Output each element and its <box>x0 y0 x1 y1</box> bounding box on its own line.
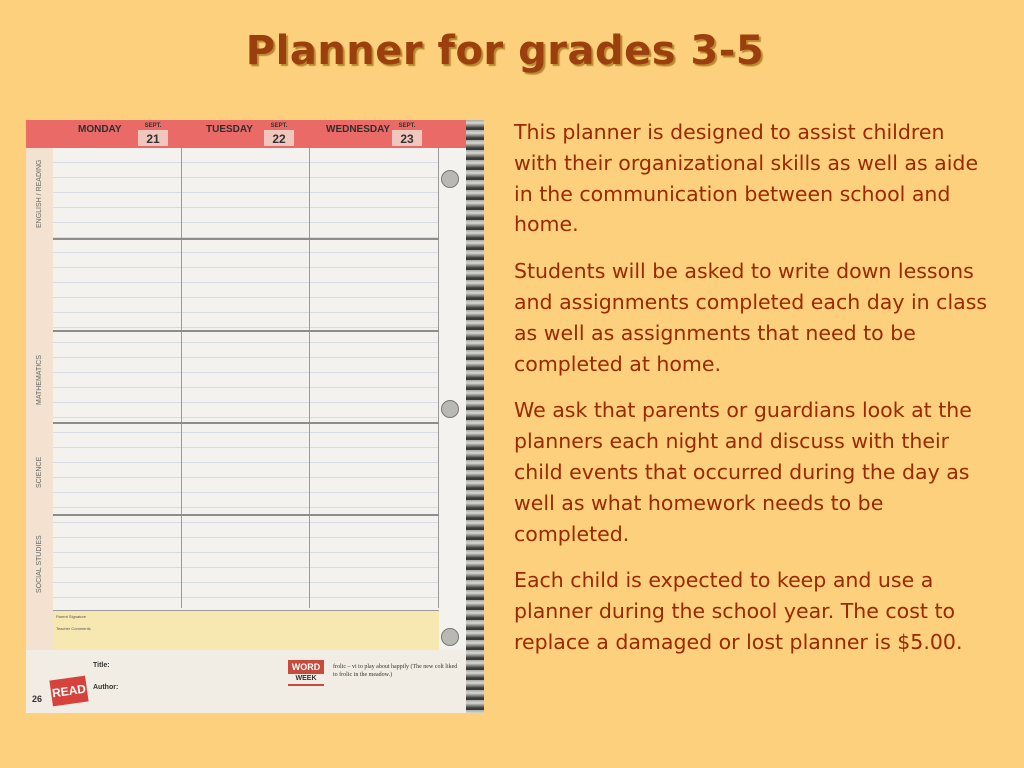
parent-signature-label: Parent Signature <box>56 614 87 619</box>
teacher-comments-label: Teacher Comments <box>56 626 91 631</box>
subject-label: ENGLISH / READING <box>36 159 43 229</box>
planner-photo <box>26 120 484 713</box>
column-divider <box>181 148 182 608</box>
paragraph: We ask that parents or guardians look at the planners each night and discuss with their child events that occurred during the day as well as what homework needs to be completed. <box>514 398 972 546</box>
binder-hole <box>441 170 459 188</box>
column-divider <box>309 148 310 608</box>
spiral-binding <box>466 120 484 713</box>
row-divider <box>53 422 439 424</box>
date-box <box>138 123 168 146</box>
read-logo: READ <box>49 676 88 707</box>
word-of-week-text: frolic – vi to play about happily (The new colt liked to frolic in the meadow.) <box>333 664 458 678</box>
binder-hole <box>441 628 459 646</box>
page-number: 26 <box>32 694 43 704</box>
row-divider <box>53 238 439 240</box>
paragraph: Students will be asked to write down lessons and assignments completed each day in class as well as assignments that need to be completed at home. <box>514 259 988 376</box>
date-number: 23 <box>400 132 414 146</box>
paragraph: Each child is expected to keep and use a planner during the school year. The cost to replace a damaged or lost planner is $5.00. <box>514 568 963 654</box>
subject-column <box>26 148 53 668</box>
planner-page <box>26 120 468 713</box>
planner-footer <box>26 650 468 713</box>
planner-grid <box>53 148 439 608</box>
binder-hole <box>441 400 459 418</box>
month-label: SEPT. <box>144 123 162 129</box>
planner-day-header <box>26 120 468 148</box>
paragraph: This planner is designed to assist children with their organizational skills as well as aide in the communication between school and home. <box>514 120 979 237</box>
day-label: WEDNESDAY <box>326 124 391 135</box>
subject-label: SCIENCE <box>36 456 43 488</box>
month-label: SEPT. <box>398 123 416 129</box>
author-label: Author: <box>93 684 119 691</box>
description-text <box>514 117 989 674</box>
comments-box <box>53 610 439 651</box>
date-number: 21 <box>146 132 160 146</box>
date-box <box>392 123 422 146</box>
day-label: TUESDAY <box>206 124 253 135</box>
date-number: 22 <box>272 132 286 146</box>
column-divider <box>438 148 439 608</box>
month-label: SEPT. <box>270 123 288 129</box>
row-divider <box>53 514 439 516</box>
title-label: Title: <box>93 662 110 669</box>
day-label: MONDAY <box>78 124 122 135</box>
slide-title: Planner for grades 3-5 <box>245 28 765 74</box>
subject-label: SOCIAL STUDIES <box>36 535 43 593</box>
word-logo-sub: WEEK <box>288 674 324 684</box>
subject-label: MATHEMATICS <box>36 355 43 405</box>
word-of-week-logo <box>288 660 324 686</box>
row-divider <box>53 330 439 332</box>
word-logo-text: WORD <box>291 662 321 672</box>
date-box <box>264 123 294 146</box>
